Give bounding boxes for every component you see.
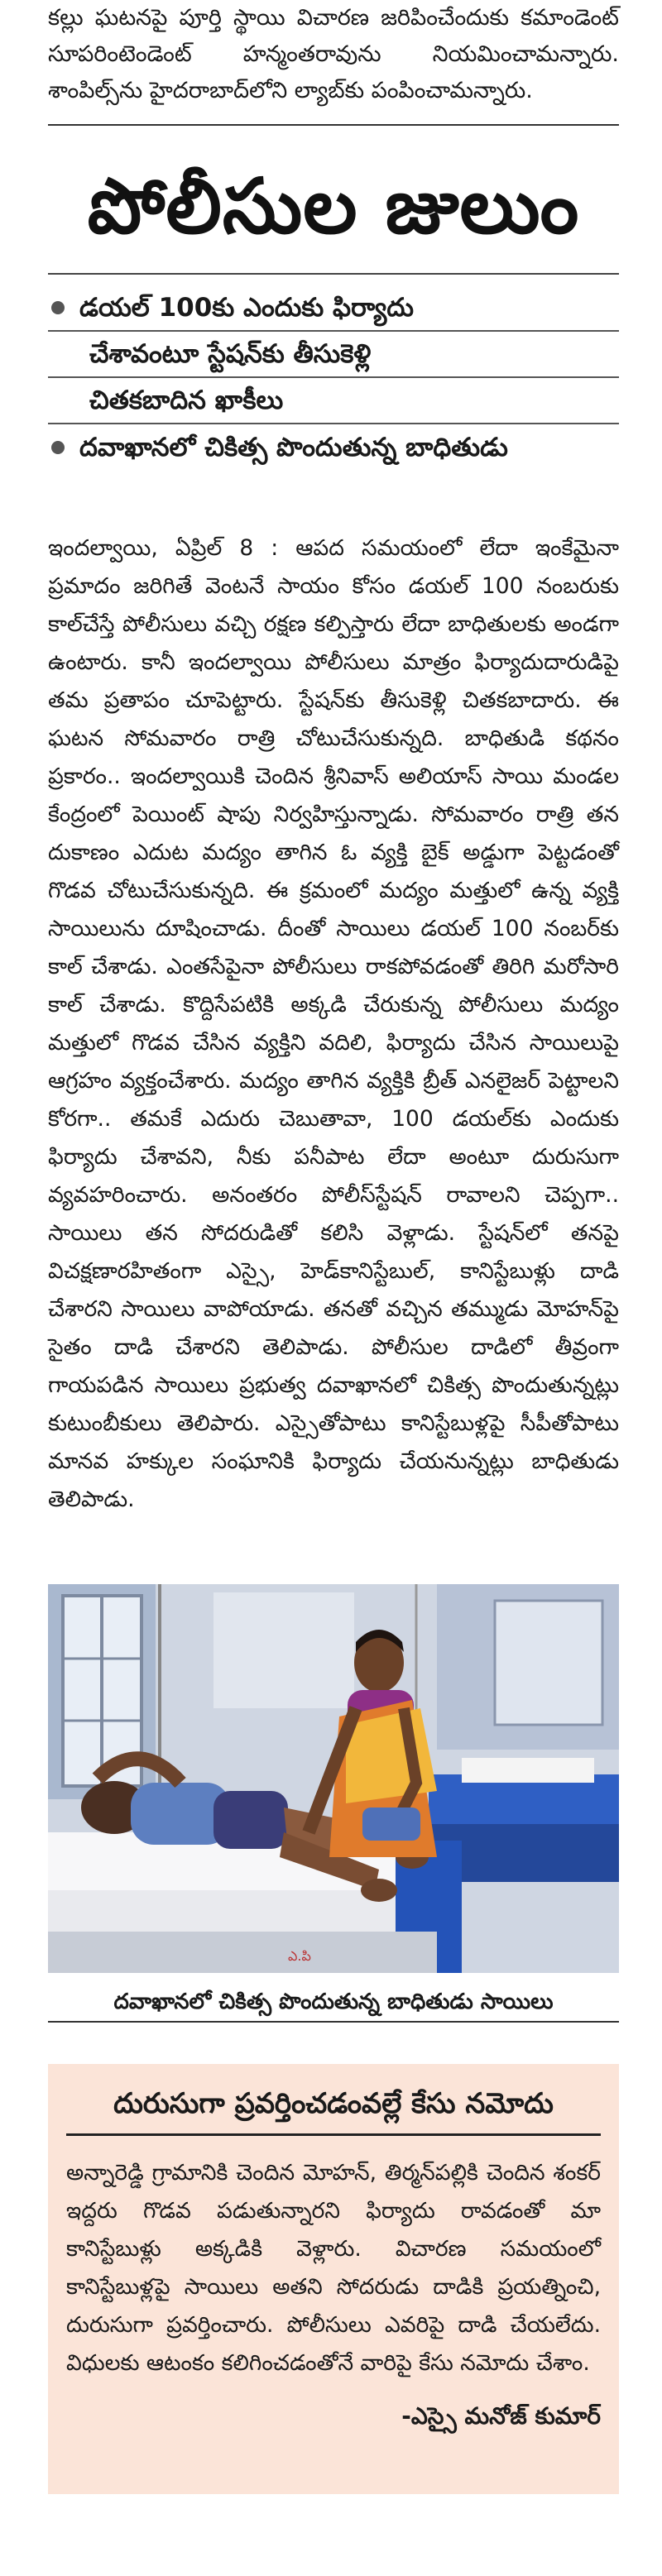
deck-text: చేశావంటూ స్టేషన్‌కు తీసుకెళ్లి: [89, 339, 372, 369]
photo-caption: దవాఖానలో చికిత్స పొందుతున్న బాధితుడు సాయిలు: [48, 1981, 619, 2023]
headline-divider: [48, 273, 619, 275]
column-divider: [48, 124, 619, 126]
box-title: దురుసుగా ప్రవర్తించడంవల్లే కేసు నమోదు: [66, 2080, 601, 2136]
deck-line: [48, 378, 619, 424]
previous-article-tail: కల్లు ఘటనపై పూర్తి స్థాయి విచారణ జరిపించేందుకు కమాండెంట్ సూపరింటెండెంట్ హన్మంతరావును నియమించామన్నారు. శాంపిల్స్‌ను హైదరాబాద్‌లోని ల్యాబ్‌కు పంపించామన్నారు.: [48, 5, 619, 103]
box-signature: -ఎస్సై మనోజ్ కుమార్: [401, 2402, 601, 2430]
box-body: అన్నారెడ్డి గ్రామానికి చెందిన మోహన్, తిర్మన్‌పల్లికి చెందిన శంకర్ ఇద్దరు గొడవ పడుతున్నారని ఫిర్యాదు రావడంతో మా కానిస్టేబుళ్లు అక్కడికి వెళ్లారు. విచారణ సమయంలో కానిస్టేబుళ్లపై సాయిలు అతని సోదరుడు దాడికి ప్రయత్నించి, దురుసుగా ప్రవర్తించారు. పోలీసులు ఎవరిపై దాడి చేయలేదు. విధులకు ఆటంకం కలిగించడంతోనే వారిపై కేసు నమోదు చేశాం.: [66, 2160, 601, 2376]
deck-text: చితకబాదిన ఖాకీలు: [89, 385, 284, 415]
deck-text: డయల్ 100కు ఎందుకు ఫిర్యాదు: [79, 293, 414, 323]
deck-line: [48, 424, 619, 471]
news-photo: [48, 1584, 619, 1973]
deck-text: దవాఖానలో చికిత్స పొందుతున్న బాధితుడు: [79, 433, 508, 462]
deck-subheadings: [48, 285, 619, 471]
deck-line: [48, 285, 619, 332]
article-body: ఇందల్వాయి, ఏప్రిల్ 8 : ఆపద సమయంలో లేదా ఇంకేమైనా ప్రమాదం జరిగితే వెంటనే సాయం కోసం డయల్ 100 నంబరుకు కాల్‌చేస్తే పోలీసులు వచ్చి రక్షణ కల్పిస్తారు లేదా బాధితులకు అండగా ఉంటారు. కానీ ఇందల్వాయి పోలీసులు మాత్రం ఫిర్యాదుదారుడిపై తమ ప్రతాపం చూపెట్టారు. స్టేషన్‌కు తీసుకెళ్లి చితకబాదారు. ఈ ఘటన సోమవారం రాత్రి చోటుచేసుకున్నది. బాధితుడి కథనం ప్రకారం.. ఇందల్వాయికి చెందిన శ్రీనివాస్ అలియాస్ సాయి మండల కేంద్రంలో పెయింట్ షాపు నిర్వహిస్తున్నాడు. సోమవారం రాత్రి తన దుకాణం ఎదుట మద్యం తాగిన ఓ వ్యక్తి బైక్ అడ్డుగా పెట్టడంతో గొడవ చోటుచేసుకున్నది. ఈ క్రమంలో మద్యం మత్తులో ఉన్న వ్యక్తి సాయిలును దూషించాడు. దీంతో సాయిలు డయల్ 100 నంబర్‌కు కాల్ చేశాడు. ఎంతసేపైనా పోలీసులు రాకపోవడంతో తిరిగి మరోసారి కాల్ చేశాడు. కొద్దిసేపటికి అక్కడి చేరుకున్న పోలీసులు మద్యం మత్తులో గొడవ చేసిన వ్యక్తిని వదిలి, ఫిర్యాదు చేసిన సాయిలుపై ఆగ్రహం వ్యక్తంచేశారు. మద్యం తాగిన వ్యక్తికి బ్రీత్ ఎనలైజర్ పెట్టాలని కోరగా.. తమకే ఎదురు చెబుతావా, 100 డయల్‌కు ఎందుకు ఫిర్యాదు చేశావని, నీకు పనీపాట లేదా అంటూ దురుసుగా వ్యవహరించారు. అనంతరం పోలీస్‌స్టేషన్ రావాలని చెప్పగా.. సాయిలు తన సోదరుడితో కలిసి వెళ్లాడు. స్టేషన్‌లో తనపై విచక్షణారహితంగా ఎస్సై, హెడ్‌కానిస్టేబుల్, కానిస్టేబుళ్లు దాడి చేశారని సాయిలు వాపోయాడు. తనతో వచ్చిన తమ్ముడు మోహన్‌పై సైతం దాడి చేశారని తెలిపాడు. పోలీసుల దాడిలో తీవ్రంగా గాయపడిన సాయిలు ప్రభుత్వ దవాఖానలో చికిత్స పొందుతున్నట్లు కుటుంబీకులు తెలిపారు. ఎస్సైతోపాటు కానిస్టేబుళ్లపై సీపీతోపాటు మానవ హక్కుల సంఘానికి ఫిర్యాదు చేయనున్నట్లు బాధితుడు తెలిపాడు.: [48, 535, 619, 1512]
bullet-icon: [51, 441, 65, 454]
police-statement-box: [48, 2064, 619, 2494]
wall-sign: ఎ.పి: [288, 1948, 311, 1964]
bullet-icon: [51, 301, 65, 314]
deck-line: [48, 332, 619, 378]
hospital-scene-illustration: [48, 1584, 619, 1973]
headline: పోలీసుల జులుం: [87, 162, 580, 251]
